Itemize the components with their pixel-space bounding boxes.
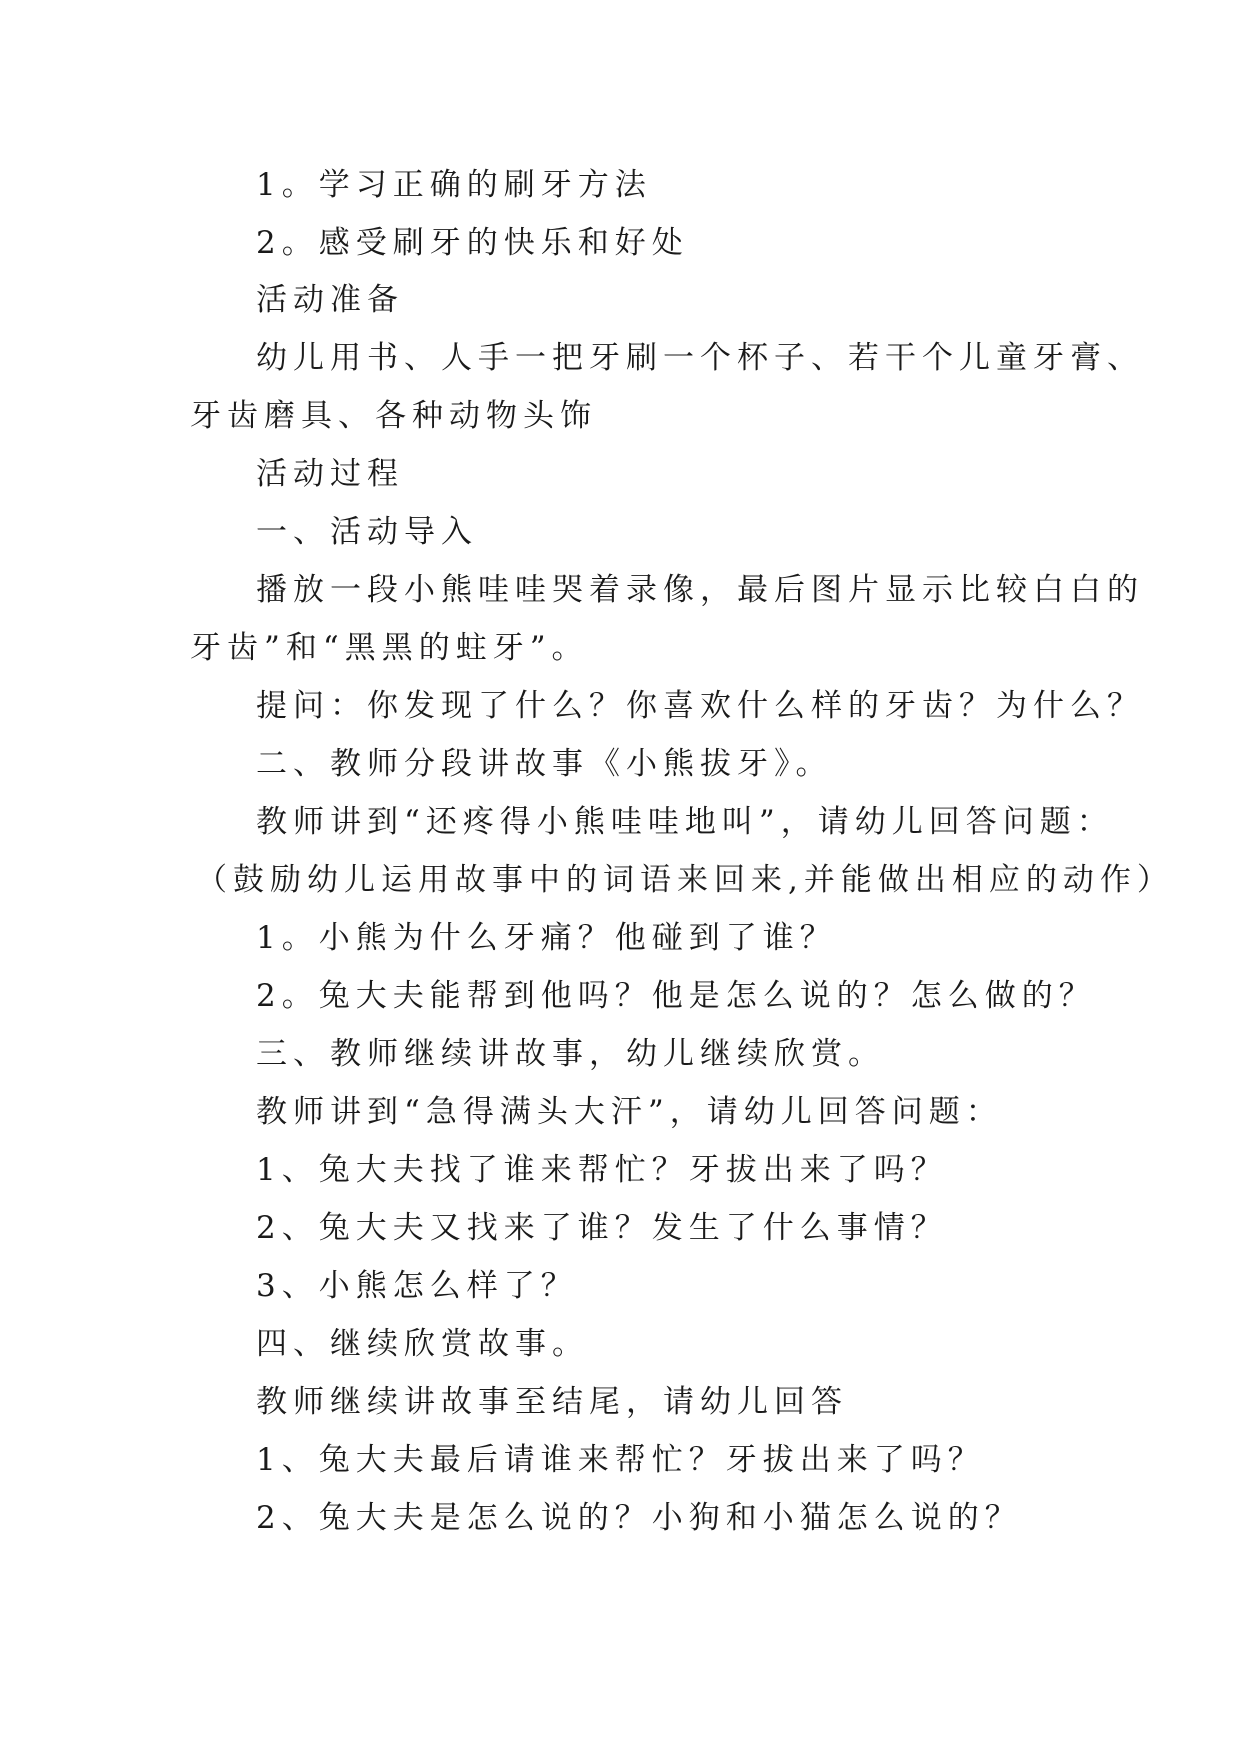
intro-text-line-2: 牙齿”和“黑黑的蛀牙”。 — [190, 630, 589, 666]
ending-question-2: 2、兔大夫是怎么说的？小狗和小猫怎么说的？ — [256, 1500, 1022, 1536]
story-question-1: 1。小熊为什么牙痛？他碰到了谁？ — [256, 920, 837, 956]
ending-prompt: 教师继续讲故事至结尾，请幼儿回答 — [256, 1384, 848, 1420]
continue-question-1: 1、兔大夫找了谁来帮忙？牙拔出来了吗？ — [256, 1152, 948, 1188]
goal-line-1: 1。学习正确的刷牙方法 — [256, 167, 652, 203]
step-heading-appreciate: 四、继续欣赏故事。 — [256, 1326, 589, 1362]
step-heading-continue: 三、教师继续讲故事，幼儿继续欣赏。 — [256, 1036, 885, 1072]
preparation-text-line-2: 牙齿磨具、各种动物头饰 — [190, 398, 597, 434]
goal-line-2: 2。感受刷牙的快乐和好处 — [256, 225, 689, 261]
continue-question-2: 2、兔大夫又找来了谁？发生了什么事情？ — [256, 1210, 948, 1246]
story-prompt-line-2: （鼓励幼儿运用故事中的词语来回来,并能做出相应的动作） — [196, 862, 1174, 898]
step-heading-story: 二、教师分段讲故事《小熊拔牙》。 — [256, 746, 833, 782]
story-prompt-line-1: 教师讲到“还疼得小熊哇哇地叫”，请幼儿回答问题： — [256, 804, 1114, 840]
continue-prompt: 教师讲到“急得满头大汗”，请幼儿回答问题： — [256, 1094, 1003, 1130]
story-question-2: 2。兔大夫能帮到他吗？他是怎么说的？怎么做的？ — [256, 978, 1096, 1014]
section-heading-process: 活动过程 — [256, 456, 404, 492]
question-line: 提问：你发现了什么？你喜欢什么样的牙齿？为什么？ — [256, 688, 1144, 724]
preparation-text-line-1: 幼儿用书、人手一把牙刷一个杯子、若干个儿童牙膏、 — [256, 340, 1144, 376]
section-heading-preparation: 活动准备 — [256, 282, 404, 318]
ending-question-1: 1、兔大夫最后请谁来帮忙？牙拔出来了吗？ — [256, 1442, 985, 1478]
continue-question-3: 3、小熊怎么样了？ — [256, 1268, 578, 1304]
step-heading-intro: 一、活动导入 — [256, 514, 478, 550]
intro-text-line-1: 播放一段小熊哇哇哭着录像，最后图片显示比较白白的 — [256, 572, 1144, 608]
